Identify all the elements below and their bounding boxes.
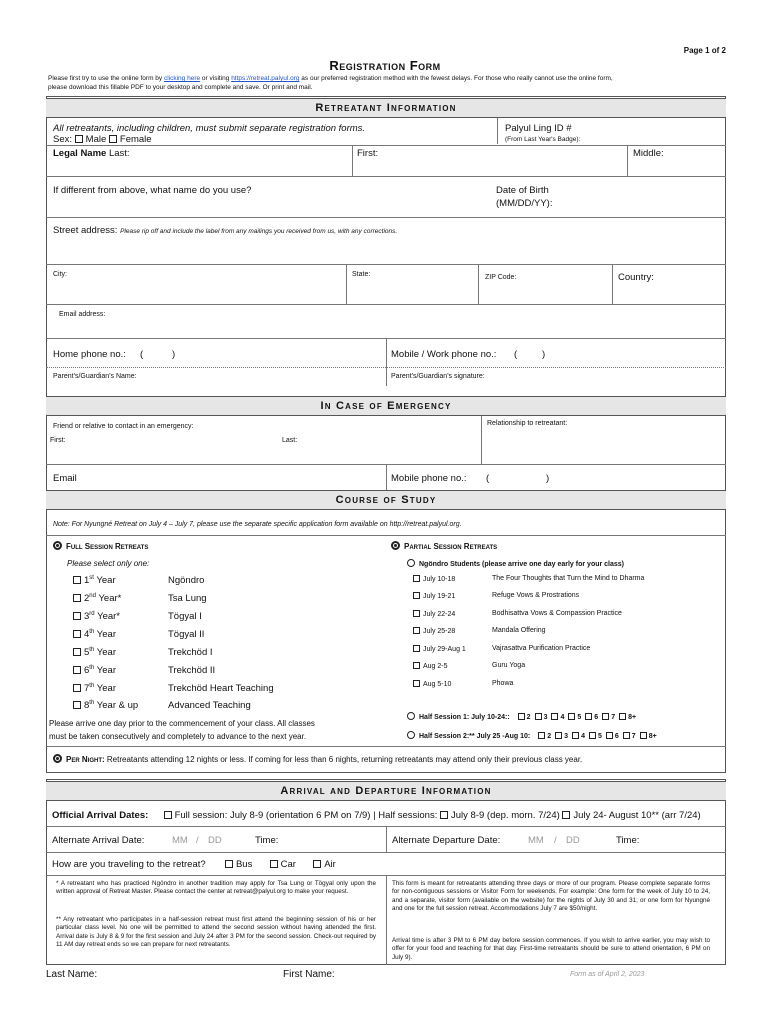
car-checkbox[interactable] (270, 860, 278, 868)
middle-name-label: Middle: (633, 148, 664, 159)
divider (497, 118, 498, 144)
partial-session-class-name: Guru Yoga (492, 662, 526, 669)
guardian-name-input[interactable] (150, 370, 380, 384)
half-session-1-radio[interactable] (407, 712, 415, 720)
night-checkbox[interactable] (572, 732, 579, 739)
mobile-phone-paren-open: ( (514, 349, 518, 360)
full-session-row: 4th Year (73, 629, 116, 640)
dob-label-1: Date of Birth (496, 185, 549, 196)
night-checkbox[interactable] (518, 713, 525, 720)
partial-session-class-name: Refuge Vows & Prostrations (492, 592, 580, 599)
full-session-radio[interactable] (53, 541, 62, 550)
email-input[interactable] (120, 308, 720, 326)
partial-session-date: July 25-28 (413, 627, 455, 635)
full-session-row: 7th Year (73, 683, 116, 694)
night-checkbox[interactable] (602, 713, 609, 720)
partial-session-class-name: Bodhisattva Vows & Compassion Practice (492, 610, 622, 617)
city-label: City: (53, 271, 67, 278)
emergency-email-label: Email (53, 473, 77, 484)
partial-session-date: July 10-18 (413, 575, 455, 583)
divider (46, 217, 726, 218)
night-checkbox[interactable] (589, 732, 596, 739)
full-session-class-name: Trekchöd I (168, 647, 213, 658)
full-session-class-name: Trekchöd II (168, 665, 216, 676)
full-session-arrival-checkbox[interactable] (164, 811, 172, 819)
half-session-2-radio[interactable] (407, 731, 415, 739)
divider (627, 145, 628, 176)
street-input[interactable] (52, 238, 720, 260)
alt-departure-month[interactable]: MM (528, 835, 544, 846)
ngondro-students-heading: Ngöndro Students (please arrive one day early for your class) (407, 559, 624, 568)
per-night-row: Per Night: Retreatants attending 12 nights or less. If coming for less than 6 nights, returning retreatants may attend only their previous class year. (53, 754, 582, 764)
divider (352, 145, 353, 176)
first-name-label: First: (357, 148, 379, 159)
footer-last-name-label: Last Name: (46, 969, 98, 980)
mobile-phone-paren-close: ) (542, 349, 546, 360)
partial-session-date: Aug 5-10 (413, 680, 451, 688)
full-year-checkbox[interactable] (73, 594, 81, 602)
full-year-checkbox[interactable] (73, 684, 81, 692)
partial-session-date: July 29-Aug 1 (413, 645, 466, 653)
air-checkbox[interactable] (313, 860, 321, 868)
country-label: Country: (618, 272, 654, 283)
full-session-class-name: Tsa Lung (168, 593, 207, 604)
full-session-row: 5th Year (73, 647, 116, 658)
legal-name-row: Legal Name Last: (53, 148, 130, 159)
note-arrival-time: Arrival time is after 3 PM to 6 PM day before session commences. If you wish to arrive earlier, you may wish to offer for your food and teaching for that day. First-time retreatants should be sure to attend orientation, 6 PM on July 9). (392, 937, 710, 961)
full-session-heading: Full Session Retreats (53, 541, 148, 551)
partial-session-checkbox[interactable] (413, 575, 420, 582)
home-phone-paren-open: ( (140, 349, 144, 360)
relationship-label: Relationship to retreatant: (487, 420, 568, 427)
per-night-radio[interactable] (53, 754, 62, 763)
partial-session-date: July 22-24 (413, 610, 455, 618)
partial-session-checkbox[interactable] (413, 645, 420, 652)
half-session-night-option[interactable]: 4 (572, 733, 585, 740)
home-phone-label: Home phone no.: (53, 349, 126, 360)
partial-session-class-name: Phowa (492, 680, 514, 687)
emergency-first-input[interactable] (72, 434, 272, 448)
full-session-class-name: Trekchöd Heart Teaching (168, 683, 274, 694)
zip-input[interactable] (530, 270, 608, 288)
divider (386, 826, 387, 852)
intro-line-1: Please first try to use the online form by clicking here or visiting https://retreat.palyul.org as our preferred registration method with the fewest delays. For those who really cannot use the online form, (48, 75, 613, 82)
section-retreatant-header: Retreatant Information (46, 98, 726, 118)
palyul-id-label: Palyul Ling ID # (505, 123, 572, 134)
half-session-2-row: Half Session 2:** July 25 -Aug 10: 2 3 4 5 6 7 8+ (407, 731, 657, 740)
alt-departure-time-input[interactable] (646, 832, 722, 848)
alt-departure-time-label: Time: (616, 835, 640, 846)
partial-session-checkbox[interactable] (413, 680, 420, 687)
zip-label: ZIP Code: (485, 274, 517, 281)
intro-line-2: please download this fillable PDF to your desktop and complete and save. Or print and mail. (48, 84, 313, 91)
divider (46, 852, 726, 853)
divider (386, 464, 387, 490)
state-input[interactable] (350, 284, 474, 302)
page-number: Page 1 of 2 (683, 46, 726, 55)
emergency-paren-close: ) (546, 473, 550, 484)
partial-session-class-name: Vajrasattva Purification Practice (492, 645, 591, 652)
full-session-row: 8th Year & up (73, 700, 138, 711)
alt-name-input[interactable] (52, 198, 482, 214)
half-session-night-option[interactable]: 3 (535, 714, 548, 721)
half-session-night-option[interactable]: 6 (585, 714, 598, 721)
section-arrival-header: Arrival and Departure Information (46, 781, 726, 801)
note-form-usage: This form is meant for retreatants attending three days or more of our program. Please complete separate forms for non-contiguous sessions or Visitor Form for weekends. For example: One form for the week of July 10 to 24, and a separate, visitor form (available on the website) for the nights of July 30 and 31; or one form for Nyungné and one for the full session retreat. Accommodations July 7 are $50/night. (392, 880, 710, 912)
footer-last-name-input[interactable] (100, 966, 275, 981)
full-session-row: 6th Year (73, 665, 116, 676)
full-session-row: 2nd Year* (73, 593, 121, 604)
mobile-phone-input[interactable] (550, 346, 720, 362)
full-session-class-name: Tögyal II (168, 629, 205, 640)
footer-first-name-input[interactable] (340, 966, 560, 981)
official-arrival-row: Official Arrival Dates: Full session: July 8-9 (orientation 6 PM on 7/9) | Half sessions: July 8-9 (dep. morn. 7/24) July 24- August 10** (arr 7/24) (52, 810, 701, 821)
emergency-email-input[interactable] (85, 470, 380, 486)
alt-arrival-time-label: Time: (255, 835, 279, 846)
half-session-night-option[interactable]: 7 (623, 733, 636, 740)
guardian-name-label: Parent's/Guardian's Name: (53, 373, 137, 380)
divider (386, 338, 387, 386)
divider (46, 535, 726, 536)
emergency-last-input[interactable] (302, 434, 472, 448)
half-session-night-option[interactable]: 6 (606, 733, 619, 740)
half-session-1-row: Half Session 1: July 10-24:: 2 3 4 5 6 7 8+ (407, 712, 636, 721)
divider (346, 264, 347, 304)
divider (46, 176, 726, 177)
retreat-site-link[interactable]: https://retreat.palyul.org (231, 75, 300, 82)
divider (386, 875, 387, 965)
half-session-night-option[interactable]: 2 (538, 733, 551, 740)
night-checkbox[interactable] (585, 713, 592, 720)
city-input[interactable] (52, 284, 342, 302)
alt-arrival-month[interactable]: MM (172, 835, 188, 846)
alt-departure-slash: / (554, 835, 557, 846)
full-year-checkbox[interactable] (73, 630, 81, 638)
sex-row: Sex: Male Female (53, 134, 152, 145)
alt-arrival-time-input[interactable] (285, 832, 380, 848)
dob-label-2: (MM/DD/YY): (496, 198, 553, 209)
divider (46, 367, 726, 368)
street-row: Street address: Please rip off and include the label from any mailings you received from us, with any corrections. (53, 225, 398, 236)
night-checkbox[interactable] (606, 732, 613, 739)
dob-input[interactable] (560, 196, 720, 212)
emergency-mobile-label: Mobile phone no.: (391, 473, 467, 484)
alt-departure-day[interactable]: DD (566, 835, 580, 846)
full-session-row: 3rd Year* (73, 611, 120, 622)
half-session-night-option[interactable]: 7 (602, 714, 615, 721)
emergency-last-label: Last: (282, 437, 298, 444)
half-session-night-option[interactable]: 8+ (640, 733, 657, 740)
night-checkbox[interactable] (535, 713, 542, 720)
footnote-half-session: ** Any retreatant who participates in a half-session retreat must first attend the beginning session of his or her particular class level. No one will be permitted to attend the second session without having attended the first. Arrival date is July 8 & 9 for the first session and July 24 after 3 PM for the second session. Check-out required by 11 AM day retreat ends so we can prepare for next retreatants. (56, 916, 376, 948)
partial-session-checkbox[interactable] (413, 627, 420, 634)
divider (612, 264, 613, 304)
divider (46, 746, 726, 747)
night-checkbox[interactable] (568, 713, 575, 720)
divider (478, 264, 479, 304)
half-session-night-option[interactable]: 3 (555, 733, 568, 740)
home-phone-input[interactable] (180, 346, 380, 362)
arrive-note-1: Please arrive one day prior to the commencement of your class. All classes (49, 719, 315, 728)
state-label: State: (352, 271, 371, 278)
country-input[interactable] (616, 284, 722, 302)
half-session-night-option[interactable]: 4 (551, 714, 564, 721)
partial-session-class-name: Mandala Offering (492, 627, 546, 634)
emergency-first-label: First: (50, 437, 66, 444)
bus-checkbox[interactable] (225, 860, 233, 868)
night-checkbox[interactable] (555, 732, 562, 739)
footnote-tsa-lung: * A retreatant who has practiced Ngöndro in another tradition may apply for Tsa Lung or Tögyal only upon the written approval of Retreat Master. Please contact the center at retreat@palyul.org to make your request. (56, 880, 376, 896)
full-year-checkbox[interactable] (73, 648, 81, 656)
half-session-night-option[interactable]: 5 (589, 733, 602, 740)
section-course-header: Course of Study (46, 490, 726, 510)
full-session-class-name: Tögyal I (168, 611, 202, 622)
night-checkbox[interactable] (619, 713, 626, 720)
legal-first-input[interactable] (385, 146, 625, 174)
female-checkbox[interactable] (109, 135, 117, 143)
palyul-id-note: (From Last Year's Badge): (505, 136, 581, 143)
nyungne-note: Note: For Nyungné Retreat on July 4 – July 7, please use the separate specific application form available on http://retreat.palyul.org. (53, 521, 462, 528)
night-checkbox[interactable] (640, 732, 647, 739)
mobile-phone-label: Mobile / Work phone no.: (391, 349, 497, 360)
divider (481, 416, 482, 464)
half-session-night-option[interactable]: 8+ (619, 714, 636, 721)
emergency-contact-label: Friend or relative to contact in an emergency: (53, 423, 194, 430)
partial-session-checkbox[interactable] (413, 610, 420, 617)
half-session-night-option[interactable]: 5 (568, 714, 581, 721)
select-one-note: Please select only one: (67, 559, 150, 568)
full-year-checkbox[interactable] (73, 576, 81, 584)
partial-session-checkbox[interactable] (413, 662, 420, 669)
night-checkbox[interactable] (538, 732, 545, 739)
divider (46, 264, 726, 265)
emergency-paren-open: ( (486, 473, 490, 484)
partial-session-radio[interactable] (391, 541, 400, 550)
night-checkbox[interactable] (623, 732, 630, 739)
alt-arrival-slash: / (196, 835, 199, 846)
partial-session-date: Aug 2-5 (413, 662, 448, 670)
full-year-checkbox[interactable] (73, 612, 81, 620)
night-checkbox[interactable] (551, 713, 558, 720)
home-phone-paren-close: ) (172, 349, 176, 360)
partial-session-class-name: The Four Thoughts that Turn the Mind to Dharma (492, 575, 645, 582)
half-session-2-arrival-checkbox[interactable] (562, 811, 570, 819)
footer-first-name-label: First Name: (283, 969, 335, 980)
section-emergency-header: In Case of Emergency (46, 396, 726, 416)
partial-session-checkbox[interactable] (413, 592, 420, 599)
form-date: Form as of April 2, 2023 (570, 971, 645, 978)
alt-departure-label: Alternate Departure Date: (392, 835, 501, 846)
alt-name-label: If different from above, what name do you use? (53, 185, 252, 196)
guardian-signature-label: Parent's/Guardian's signature: (391, 373, 485, 380)
legal-middle-input[interactable] (670, 146, 724, 174)
full-year-checkbox[interactable] (73, 701, 81, 709)
partial-session-heading: Partial Session Retreats (391, 541, 497, 551)
email-label: Email address: (59, 311, 106, 318)
alt-arrival-day[interactable]: DD (208, 835, 222, 846)
alt-arrival-label: Alternate Arrival Date: (52, 835, 145, 846)
all-retreatants-note: All retreatants, including children, must submit separate registration forms. (53, 123, 366, 134)
ngondro-students-radio[interactable] (407, 559, 415, 567)
emergency-mobile-input[interactable] (494, 470, 720, 486)
legal-last-input[interactable] (110, 146, 350, 174)
full-session-row: 1st Year (73, 575, 116, 586)
partial-session-date: July 19-21 (413, 592, 455, 600)
full-session-class-name: Ngöndro (168, 575, 205, 586)
half-session-night-option[interactable]: 2 (518, 714, 531, 721)
half-session-1-arrival-checkbox[interactable] (440, 811, 448, 819)
travel-row: How are you traveling to the retreat? Bus Car Air (52, 859, 336, 870)
relationship-input[interactable] (487, 434, 721, 458)
full-session-class-name: Advanced Teaching (168, 700, 251, 711)
male-checkbox[interactable] (75, 135, 83, 143)
online-form-link[interactable]: clicking here (163, 75, 201, 82)
arrive-note-2: must be taken consecutively and completely to advance to the next year. (49, 732, 307, 741)
form-title: Registration Form (329, 58, 441, 73)
divider (46, 304, 726, 305)
full-year-checkbox[interactable] (73, 666, 81, 674)
